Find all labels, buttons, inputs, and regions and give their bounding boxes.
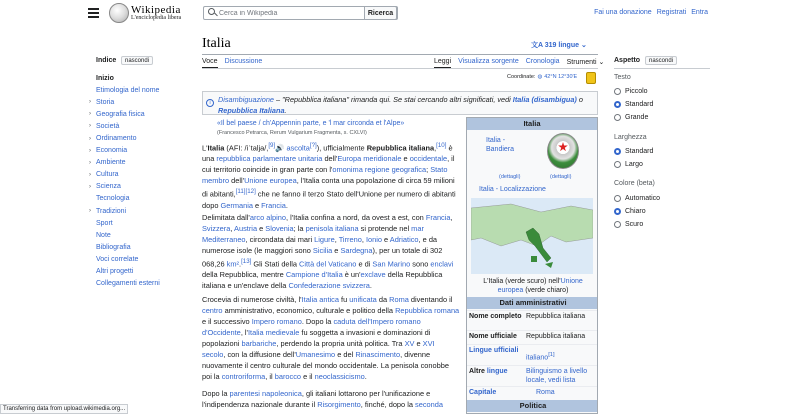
coords-link[interactable]: 42°N 12°30′E bbox=[544, 74, 578, 80]
link[interactable]: XV bbox=[404, 339, 415, 348]
search-box bbox=[203, 6, 398, 20]
link[interactable]: Città del Vaticano bbox=[299, 259, 357, 269]
text: ; la bbox=[293, 224, 306, 233]
link[interactable]: Europa meridionale bbox=[337, 154, 402, 164]
logo-wordmark[interactable]: Wikipedia bbox=[131, 4, 181, 16]
search-input[interactable] bbox=[219, 7, 369, 19]
toc-item-label: Tradizioni bbox=[96, 207, 127, 215]
wikipedia-globe-icon[interactable] bbox=[109, 3, 129, 23]
radio-selected[interactable] bbox=[614, 101, 621, 108]
reference[interactable]: [13] bbox=[241, 258, 252, 265]
text-size-standard-option[interactable] bbox=[614, 101, 653, 108]
reference[interactable]: [11][12] bbox=[235, 188, 256, 196]
link[interactable]: seconda bbox=[415, 400, 443, 409]
infobox-row bbox=[467, 365, 598, 386]
text: Crocevia di numerose civiltà, l' bbox=[202, 295, 302, 304]
link[interactable]: occidentale bbox=[409, 154, 448, 164]
row-key: Nome ufficiale bbox=[469, 333, 517, 340]
text: , bbox=[450, 213, 453, 222]
toc-item[interactable] bbox=[89, 205, 189, 217]
tab-history[interactable]: Cronologia bbox=[525, 58, 560, 65]
toc-item[interactable] bbox=[89, 253, 189, 265]
radio[interactable] bbox=[614, 221, 621, 228]
text: e bbox=[257, 224, 266, 233]
text: , bbox=[434, 143, 437, 153]
lead-paragraph-1 bbox=[202, 140, 460, 210]
hatnote-link-disambiguazione[interactable]: Disambiguazione bbox=[218, 95, 274, 104]
text: Dopo la bbox=[202, 389, 230, 398]
divider bbox=[614, 68, 710, 69]
text: dell' bbox=[229, 176, 245, 186]
info-icon: i bbox=[206, 99, 214, 107]
chevron-right-icon[interactable]: › bbox=[89, 99, 91, 106]
text: ), per un totale di 302 068,26 bbox=[202, 246, 443, 269]
link[interactable]: mar Mediterraneo bbox=[202, 224, 424, 244]
toc-item-label: Geografia fisica bbox=[96, 110, 145, 118]
link[interactable]: lingue bbox=[486, 368, 508, 375]
link[interactable]: neoclassicismo bbox=[314, 372, 365, 381]
reference[interactable]: [9] bbox=[268, 142, 276, 149]
text: ; bbox=[426, 165, 431, 175]
reference[interactable]: [10] bbox=[436, 142, 447, 149]
link[interactable]: arco alpino bbox=[249, 213, 286, 222]
link[interactable]: omonima regione geografica bbox=[332, 165, 427, 175]
option-label: Piccolo bbox=[625, 88, 648, 95]
text: L' bbox=[202, 143, 208, 153]
listen-link[interactable]: ascolta bbox=[284, 143, 310, 153]
toc-item-label: Note bbox=[96, 231, 111, 239]
link[interactable]: Repubblica romana bbox=[395, 306, 460, 315]
link[interactable]: Confederazione svizzera bbox=[288, 281, 370, 291]
toc-item-label: Etimologia del nome bbox=[96, 86, 160, 94]
link[interactable]: Sardegna bbox=[340, 246, 373, 255]
location-map-svg bbox=[471, 198, 593, 274]
row-key-link[interactable]: Capitale bbox=[469, 389, 497, 396]
toc-item[interactable] bbox=[89, 169, 189, 181]
text: e bbox=[401, 154, 410, 164]
text: e il bbox=[301, 372, 315, 381]
toc-item-label: Società bbox=[96, 122, 120, 130]
infobox-title: Italia bbox=[467, 118, 597, 130]
toc-item[interactable] bbox=[89, 217, 189, 229]
option-label: Largo bbox=[625, 161, 643, 168]
browser-status-bar: Transferring data from upload.wikimedia.org... bbox=[0, 404, 128, 414]
tab-discussione[interactable]: Discussione bbox=[224, 58, 263, 65]
radio-selected[interactable] bbox=[614, 208, 621, 215]
link[interactable]: centro bbox=[202, 306, 223, 315]
row-value: Repubblica italiana bbox=[526, 333, 586, 340]
link[interactable]: Rinascimento bbox=[355, 350, 401, 359]
chevron-right-icon[interactable]: › bbox=[89, 147, 91, 154]
lead-paragraph-3 bbox=[202, 294, 460, 382]
protection-lock-icon[interactable] bbox=[586, 72, 596, 84]
radio[interactable] bbox=[614, 195, 621, 202]
color-dark-option[interactable] bbox=[614, 221, 643, 228]
link[interactable]: parentesi napoleonica bbox=[229, 389, 302, 398]
text: fu soggetta a invasioni e dominazioni di popolazioni bbox=[202, 328, 431, 348]
link[interactable]: Roma bbox=[389, 295, 409, 304]
location-map-image[interactable] bbox=[471, 198, 593, 274]
appearance-hide-button[interactable]: nascondi bbox=[645, 56, 677, 65]
link[interactable]: Slovenia bbox=[265, 224, 294, 233]
coordinates bbox=[507, 74, 577, 80]
toc-item-label: Storia bbox=[96, 98, 115, 106]
option-label: Standard bbox=[625, 148, 654, 155]
search-icon bbox=[207, 7, 219, 19]
text: ), ufficialmente bbox=[316, 143, 367, 153]
text: fu bbox=[338, 295, 350, 304]
text: (AFI: /iˈtalja/, bbox=[224, 143, 269, 153]
text: sono bbox=[410, 259, 431, 269]
row-value-link[interactable]: Roma bbox=[536, 389, 555, 396]
link[interactable]: Francia bbox=[261, 200, 286, 210]
text: è un' bbox=[342, 270, 361, 280]
text: , perdendo la propria unità politica. Tra bbox=[276, 339, 405, 348]
toc-item[interactable] bbox=[89, 241, 189, 253]
text: , l' bbox=[240, 328, 248, 337]
toc-item[interactable] bbox=[89, 278, 189, 290]
toc-item-label: Voci correlate bbox=[96, 255, 139, 263]
radio[interactable] bbox=[614, 161, 621, 168]
toc-item[interactable] bbox=[89, 157, 189, 169]
width-wide-option[interactable] bbox=[614, 161, 643, 168]
text: Delimitata dall' bbox=[202, 213, 250, 222]
toc-item[interactable] bbox=[89, 132, 189, 144]
option-label: Standard bbox=[625, 101, 654, 108]
option-label: Grande bbox=[625, 114, 649, 121]
epigraph-quote: «Il bel paese / ch'Appennin parte, e 'l mar circonda et l'Alpe» bbox=[217, 120, 405, 127]
link[interactable]: Unione europea bbox=[244, 176, 297, 186]
text: diventando il bbox=[408, 295, 453, 304]
text: che ne fanno il terzo Stato dell'Unione per numero di abitanti dopo bbox=[202, 189, 456, 210]
text: Repubblica italiana bbox=[366, 143, 435, 153]
link[interactable]: Campione d'Italia bbox=[285, 270, 343, 280]
text: , bbox=[334, 235, 339, 244]
link[interactable]: italiano bbox=[526, 354, 549, 362]
link[interactable]: exclave bbox=[360, 270, 386, 280]
globe-icon: ◍ bbox=[537, 74, 543, 80]
text: (verde chiaro) bbox=[523, 287, 569, 294]
text: della Repubblica, mentre bbox=[202, 270, 286, 280]
text: , finché, dopo la bbox=[360, 400, 416, 409]
text-size-small-option[interactable] bbox=[614, 88, 648, 95]
link[interactable]: barocco bbox=[274, 372, 302, 381]
hatnote-link-repubblica[interactable]: Repubblica Italiana bbox=[218, 106, 285, 115]
text: dell' bbox=[322, 154, 338, 164]
chevron-down-icon: ⌄ bbox=[598, 59, 605, 66]
text: amministrativo, economico, culturale e politico della bbox=[222, 306, 396, 315]
text: è una bbox=[202, 143, 453, 164]
chevron-right-icon[interactable]: › bbox=[89, 183, 91, 190]
text: e il successivo bbox=[202, 317, 252, 326]
toc-item-label: Tecnologia bbox=[96, 195, 130, 203]
toc-item[interactable] bbox=[89, 84, 189, 96]
hatnote-link-italia-disambigua[interactable]: Italia (disambigua) bbox=[512, 95, 577, 104]
toc-item-label: Ambiente bbox=[96, 159, 126, 167]
epigraph-citation: (Francesco Petrarca, Rerum Vulgarium Fragmenta, s. CXLVI) bbox=[217, 130, 367, 136]
link[interactable]: Unione europea bbox=[497, 278, 583, 294]
text: , bbox=[230, 224, 235, 233]
color-light-option[interactable] bbox=[614, 208, 646, 215]
tab-leggi[interactable]: Leggi bbox=[434, 58, 451, 68]
namespace-tabs bbox=[202, 58, 262, 68]
link[interactable]: unificata bbox=[349, 295, 377, 304]
map-caption bbox=[471, 277, 595, 295]
hatnote-text: o bbox=[576, 95, 583, 104]
text: da bbox=[376, 295, 390, 304]
text: , bbox=[361, 235, 366, 244]
user-links bbox=[594, 9, 708, 16]
donate-link[interactable]: Fai una donazione bbox=[594, 9, 652, 16]
link[interactable]: enclavi bbox=[430, 259, 454, 269]
toc-item[interactable] bbox=[89, 108, 189, 120]
text: si protende nel bbox=[358, 224, 412, 233]
chevron-right-icon[interactable]: › bbox=[89, 111, 91, 118]
link[interactable]: Risorgimento bbox=[317, 400, 361, 409]
infobox-row bbox=[467, 330, 598, 344]
reference[interactable]: [?] bbox=[309, 142, 317, 149]
main-menu-button[interactable] bbox=[88, 8, 99, 18]
link[interactable]: Svizzera bbox=[202, 224, 231, 233]
row-key-link[interactable]: Lingue ufficiali bbox=[469, 347, 519, 354]
location-map-link[interactable]: Italia - Localizzazione bbox=[479, 186, 546, 193]
chevron-right-icon[interactable]: › bbox=[89, 208, 91, 215]
toc-item[interactable] bbox=[89, 181, 189, 193]
speaker-icon[interactable]: 🔊 bbox=[275, 143, 285, 153]
width-label: Larghezza bbox=[614, 134, 647, 141]
text: , con la diffusione dell' bbox=[223, 350, 296, 359]
tab-view-source[interactable]: Visualizza sorgente bbox=[458, 58, 519, 65]
link[interactable]: Austria bbox=[234, 224, 258, 233]
link[interactable]: repubblica parlamentare unitaria bbox=[216, 154, 323, 164]
text: Gli Stati della bbox=[251, 259, 299, 269]
view-tabs bbox=[434, 58, 604, 68]
text: e bbox=[252, 200, 262, 210]
flag-details-link[interactable]: (dettagli) bbox=[499, 174, 521, 180]
reference[interactable]: [1] bbox=[548, 352, 555, 358]
emblem-of-italy-image[interactable] bbox=[547, 133, 579, 169]
toc-title: Indice bbox=[96, 57, 117, 64]
politics-header: Politica bbox=[467, 400, 598, 412]
toc-list bbox=[89, 72, 189, 290]
hatnote-text: – "Repubblica italiana" rimanda qui. Se stai cercando altri significati, vedi bbox=[273, 95, 513, 104]
link[interactable]: controriforma bbox=[221, 372, 266, 381]
coords-label: Coordinate: bbox=[507, 74, 536, 80]
text: e di bbox=[356, 259, 373, 269]
link[interactable]: Adriatico bbox=[389, 235, 419, 244]
text: , circondata dai mari bbox=[245, 235, 315, 244]
link[interactable]: barbariche bbox=[241, 339, 277, 348]
toc-item-label: Sport bbox=[96, 219, 113, 227]
toc-item-label: Ordinamento bbox=[96, 135, 137, 143]
width-standard-option[interactable] bbox=[614, 148, 653, 155]
row-key: Nome completo bbox=[469, 313, 522, 320]
emblem-details-link[interactable]: (dettagli) bbox=[550, 174, 572, 180]
tabs-divider bbox=[202, 68, 598, 69]
toc-item[interactable] bbox=[89, 72, 189, 84]
link[interactable]: Impero romano bbox=[251, 317, 302, 326]
tab-tools[interactable] bbox=[567, 58, 605, 68]
toc-item-label: Inizio bbox=[96, 74, 114, 82]
option-label: Scuro bbox=[625, 221, 644, 228]
toc-item-label: Bibliografia bbox=[96, 243, 131, 251]
text: , l'Italia conta una popolazione di circa 59 milioni di abitanti, bbox=[202, 176, 455, 199]
text: . bbox=[239, 259, 242, 269]
link[interactable]: Stato membro bbox=[202, 165, 448, 186]
infobox-row bbox=[467, 344, 598, 365]
admin-data-header: Dati amministrativi bbox=[467, 297, 598, 309]
link[interactable]: Sicilia bbox=[312, 246, 333, 255]
color-label: Colore (beta) bbox=[614, 180, 655, 187]
link[interactable]: Italia antica bbox=[301, 295, 339, 304]
text: . bbox=[369, 281, 372, 291]
infobox-row bbox=[467, 386, 598, 400]
link[interactable]: Ionio bbox=[365, 235, 382, 244]
text: e bbox=[414, 339, 423, 348]
text: e del bbox=[335, 350, 356, 359]
toc-item[interactable] bbox=[89, 120, 189, 132]
row-key: Altre lingue bbox=[469, 368, 508, 375]
toc-item-label: Altri progetti bbox=[96, 268, 134, 276]
chevron-right-icon[interactable]: › bbox=[89, 135, 91, 142]
text: e bbox=[381, 235, 390, 244]
language-count: 319 lingue bbox=[544, 42, 579, 49]
radio[interactable] bbox=[614, 114, 621, 121]
toc-item[interactable] bbox=[89, 193, 189, 205]
appearance-title: Aspetto bbox=[614, 57, 641, 64]
text: e bbox=[332, 246, 341, 255]
text: Italia bbox=[207, 143, 225, 153]
row-value bbox=[524, 345, 598, 365]
color-auto-option[interactable] bbox=[614, 195, 660, 202]
radio-selected[interactable] bbox=[614, 148, 621, 155]
text: , gli italiani lottarono per l'unificazione e l'indipendenza nazionale durante il bbox=[202, 389, 431, 409]
link[interactable]: caduta dell'Impero romano d'Occidente bbox=[202, 317, 421, 337]
translate-icon: 文A bbox=[531, 42, 545, 49]
disambiguation-hatnote bbox=[202, 91, 598, 115]
infobox-row bbox=[467, 310, 598, 330]
text: , l'Italia confina a nord, da ovest a est, con bbox=[285, 213, 426, 222]
link[interactable]: XVI secolo bbox=[202, 339, 435, 359]
option-label: Chiaro bbox=[625, 208, 646, 215]
toc-item[interactable] bbox=[89, 266, 189, 278]
text: , il bbox=[265, 372, 275, 381]
text: . Dopo la bbox=[301, 317, 334, 326]
link[interactable]: km² bbox=[226, 259, 239, 269]
row-value-link[interactable]: Bilinguismo a livello locale, vedi lista bbox=[526, 368, 588, 384]
chevron-right-icon[interactable]: › bbox=[89, 123, 91, 130]
hatnote-text: . bbox=[284, 106, 287, 115]
link[interactable]: Italia medievale bbox=[247, 328, 300, 337]
row-value: Repubblica italiana bbox=[526, 313, 586, 320]
infobox bbox=[466, 117, 598, 414]
search-button[interactable]: Ricerca bbox=[364, 6, 397, 20]
toc-item[interactable] bbox=[89, 145, 189, 157]
text: , il cui territorio coincide in gran parte con l' bbox=[202, 154, 455, 175]
page-title: Italia bbox=[202, 36, 231, 51]
toc-item-label: Scienza bbox=[96, 183, 121, 191]
text-size-label: Testo bbox=[614, 74, 631, 81]
toc-item[interactable] bbox=[89, 96, 189, 108]
chevron-right-icon[interactable]: › bbox=[89, 159, 91, 166]
lead-paragraph-2 bbox=[202, 212, 460, 289]
chevron-down-icon: ⌄ bbox=[580, 42, 587, 49]
text: , e da numerose isole (le maggiori sono bbox=[202, 235, 438, 255]
chevron-right-icon[interactable]: › bbox=[89, 171, 91, 178]
flag-link[interactable]: Italia - Bandiera bbox=[486, 137, 515, 153]
toc-item-label: Collegamenti esterni bbox=[96, 280, 160, 288]
toc-item-label: Cultura bbox=[96, 171, 119, 179]
text-size-large-option[interactable] bbox=[614, 114, 648, 121]
toc-hide-button[interactable]: nascondi bbox=[121, 56, 153, 65]
lead-paragraph-4 bbox=[202, 388, 460, 414]
link[interactable]: San Marino bbox=[372, 259, 411, 269]
option-label: Automatico bbox=[625, 195, 661, 202]
toc-item[interactable] bbox=[89, 229, 189, 241]
text: . bbox=[285, 200, 288, 210]
text: , divenne nuovamente il centro culturale del mondo occidentale. La penisola conobbe poi la bbox=[202, 350, 449, 381]
tab-voce[interactable]: Voce bbox=[202, 58, 218, 68]
link[interactable]: Tirreno bbox=[338, 235, 362, 244]
language-button[interactable] bbox=[531, 40, 587, 50]
link[interactable]: penisola italiana bbox=[305, 224, 359, 233]
register-link[interactable]: Registrati bbox=[656, 9, 687, 16]
text: della Repubblica italiana e un'enclave della bbox=[202, 270, 443, 291]
link[interactable]: Francia bbox=[425, 213, 451, 222]
radio[interactable] bbox=[614, 88, 621, 95]
link[interactable]: Germania bbox=[220, 200, 253, 210]
link[interactable]: Ligure bbox=[314, 235, 335, 244]
text: L'Italia (verde scuro) nell' bbox=[483, 278, 561, 285]
toc-item-label: Economia bbox=[96, 147, 128, 155]
logo-tagline: L'enciclopedia libera bbox=[131, 15, 182, 21]
text: . bbox=[364, 372, 367, 381]
login-link[interactable]: Entra bbox=[691, 9, 708, 16]
link[interactable]: Umanesimo bbox=[295, 350, 336, 359]
title-divider bbox=[202, 54, 598, 55]
tab-tools-label: Strumenti bbox=[566, 59, 597, 66]
